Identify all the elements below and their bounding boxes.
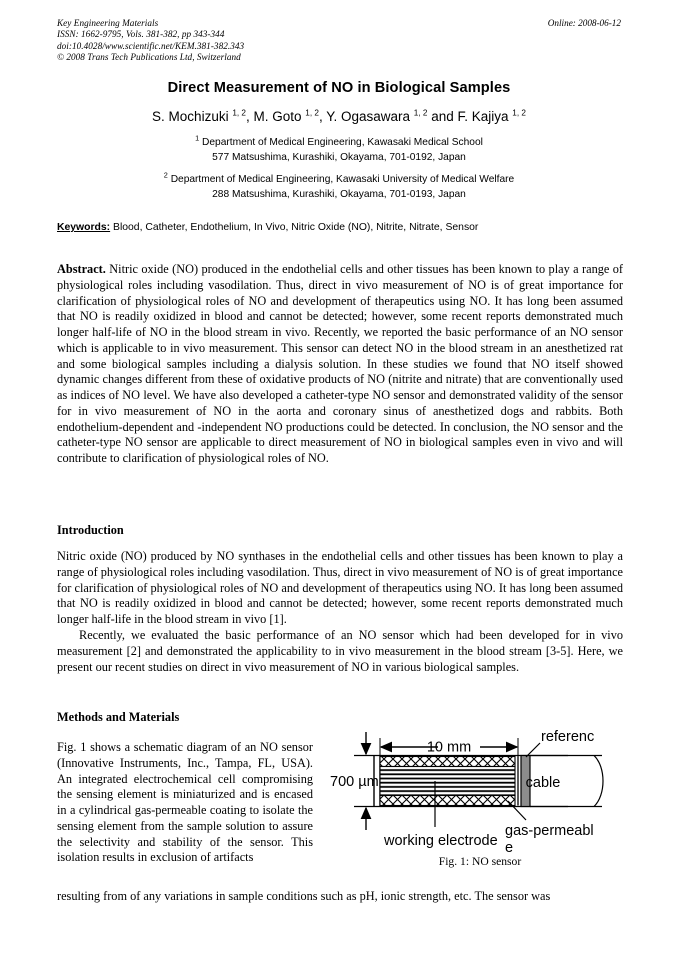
figure-label-cable: cable — [525, 775, 561, 791]
abstract-paragraph — [57, 262, 623, 467]
affiliation-marker: 2 — [163, 170, 168, 180]
dimension-length — [380, 738, 518, 757]
author-list: S. Mochizuki $^{1, 2}$, M. Goto $^{1, 2}$, Y. Ogasawara $^{1, 2}$ and F. Kajiya $^{1, 2}$ — [152, 108, 526, 124]
affiliation-line-1: $^2$ Department of Medical Engineering, Kawasaki University of Medical Welfare — [163, 170, 515, 185]
section-heading-introduction: Introduction — [57, 523, 124, 537]
figure-no-sensor — [330, 705, 630, 863]
gas-permeable-coating-bottom — [380, 796, 515, 806]
author-name: M. Goto — [253, 109, 306, 124]
gas-permeable-coating-top — [380, 757, 515, 767]
figure-label-reference: referenc — [541, 729, 595, 745]
affiliation-1 — [57, 133, 621, 165]
working-electrode-core — [380, 767, 515, 796]
figure-label-gas-permeable-2: e — [505, 840, 514, 856]
figure-label-working-electrode: working electrode — [384, 833, 498, 849]
introduction-paragraph-2: Recently, we evaluated the basic performance of an NO sensor which had been developed for in vivo measurement [2] and demonstrated the applicability to in vivo measurement in the blood stream [3-5]. Here, we present our recent studies on direct in vivo measurement of NO in various biological samples. — [57, 628, 623, 674]
author-affiliation-marker: 1, 2 — [305, 108, 319, 118]
journal-doi: doi:10.4028/www.scientific.net/KEM.381-382.343 — [57, 40, 245, 51]
affiliation-line-1: $^1$ Department of Medical Engineering, Kawasaki Medical School — [195, 133, 483, 148]
abstract-label: Abstract. — [57, 262, 106, 276]
methods-paragraph-1: Fig. 1 shows a schematic diagram of an NO sensor (Innovative Instruments, Inc., Tampa, FL, USA). An integrated electrochemical cell compromising the sensing element is miniaturized and is encased in a cylindrical gas-permeable coating to isolate the sensing element from the sample solution to assure the selectivity and stability of the sensor. This isolation results in exclusion of artifacts — [57, 740, 313, 865]
author-name: S. Mochizuki — [152, 109, 233, 124]
figure-label-gas-permeable: gas-permeabl — [505, 823, 594, 839]
journal-issn: ISSN: 1662-9795, Vols. 381-382, pp 343-344 — [57, 29, 225, 40]
leader-gas-permeable — [505, 801, 594, 856]
methods-paragraph-tail: resulting from of any variations in sample conditions such as pH, ionic strength, etc. The sensor was — [57, 889, 551, 903]
abstract-text: Nitric oxide (NO) produced in the endothelial cells and other tissues has been known to play a range of physiological roles including vasodilation. Thus, direct in vivo measurement of NO is of great importance for clarification of physiological roles of NO and development of therapeutics using NO. It has long been assumed that NO is readily oxidized in blood and cannot be detected; however, some recent reports demonstrated much longer half-life of NO in the blood stream in vivo. Recently, we reported the basic performance of an NO sensor which is applicable to in vivo measurement. This sensor can detect NO in the blood stream in an anesthetized rat and some biological samples including a dialysis solution. In these studies we found that NO itself showed dynamic changes different from these of oxidative products of NO (nitrite and nitrate) that are conventionally used as indices of NO level. We have also developed a catheter-type NO sensor and demonstrated validity of the sensor for in vivo measurement of NO in the aorta and coronary sinus of anesthetized dogs and rabbits. Both endothelium-dependent and -independent NO productions could be detected. In conclusion, the NO sensor and the catheter-type NO sensor are applicable to direct measurement of NO in biological samples even in vivo and will contribute to clarification of physiological roles of NO. — [57, 262, 623, 465]
dimension-diameter — [330, 732, 379, 830]
affiliation-marker: 1 — [195, 133, 200, 143]
figure-label-length: 10 mm — [426, 739, 472, 756]
page-title: Direct Measurement of NO in Biological Samples — [167, 80, 511, 96]
author-name: Y. Ogasawara — [326, 109, 414, 124]
affiliation-2 — [57, 170, 621, 202]
author-affiliation-marker: 1, 2 — [413, 108, 428, 118]
author-name: F. Kajiya — [457, 109, 513, 124]
leader-reference-electrode — [526, 729, 594, 757]
affiliation-line-2: 577 Matsushima, Kurashiki, Okayama, 701-0192, Japan — [212, 151, 466, 163]
affiliation-line-2: 288 Matsushima, Kurashiki, Okayama, 701-0193, Japan — [212, 188, 466, 200]
journal-name: Key Engineering Materials — [57, 18, 159, 28]
figure-label-diameter: 700 µm — [330, 774, 379, 790]
author-affiliation-marker: 1, 2 — [512, 108, 526, 118]
journal-header — [57, 18, 621, 64]
keywords-values: Blood, Catheter, Endothelium, In Vivo, Nitric Oxide (NO), Nitrite, Nitrate, Sensor — [113, 222, 479, 233]
section-heading-methods: Methods and Materials — [57, 710, 180, 724]
keywords-line — [57, 222, 621, 233]
introduction-paragraph-1: Nitric oxide (NO) produced by NO synthases in the endothelial cells and other tissues has been known to play a range of physiological roles including vasodilation. Thus, direct in vivo measurement of NO is of great importance for clarification of physiological roles of NO and development of therapeutics using NO. It has long been assumed that NO is readily oxidized in blood and cannot be detected; however, some recent reports demonstrated much longer half-life in the blood stream in vivo [1]. — [57, 549, 623, 626]
author-affiliation-marker: 1, 2 — [232, 108, 246, 118]
journal-header-left — [57, 18, 244, 64]
journal-online-date: Online: 2008-06-12 — [547, 18, 621, 28]
keywords-label: Keywords: — [57, 222, 111, 233]
journal-copyright: © 2008 Trans Tech Publications Ltd, Switzerland — [57, 52, 241, 63]
figure-caption: Fig. 1: NO sensor — [438, 855, 522, 868]
